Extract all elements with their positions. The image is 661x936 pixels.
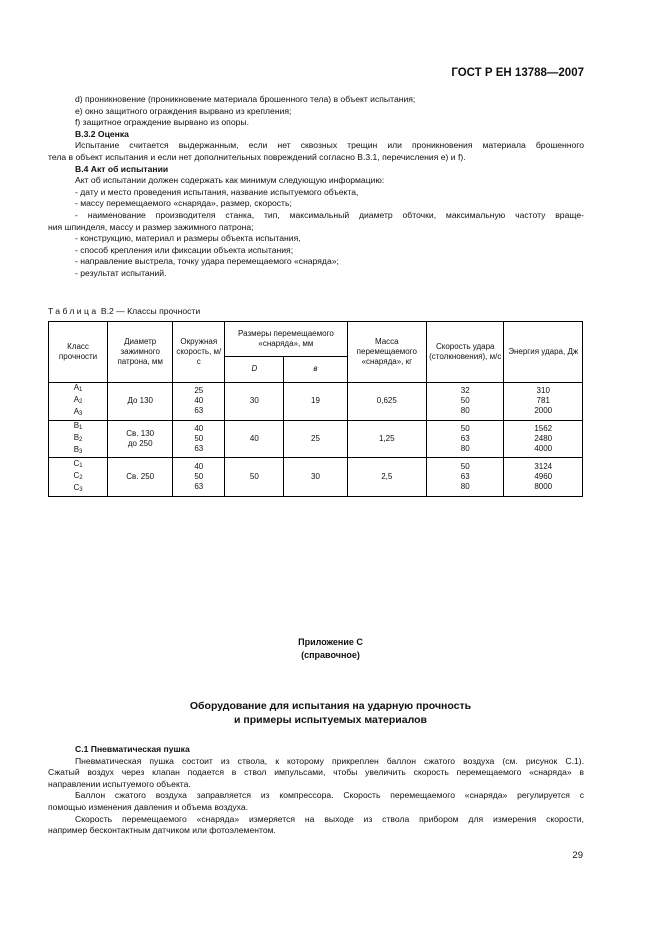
- table-caption: [48, 306, 200, 316]
- paragraph-line: Сжатый воздух через клапан подается в ствол импульсами, чтобы увеличить скорость перемещаемого «снаряда» в: [48, 767, 584, 778]
- cell-energy: 1562 2480 4000: [504, 420, 583, 458]
- paragraph-line: например бесконтактным датчиком или фотоэлементом.: [48, 825, 276, 836]
- list-item: - конструкцию, материал и размеры объекта испытания,: [75, 233, 301, 244]
- header-class: Класс прочности: [49, 322, 108, 383]
- cell-speed: 40 50 63: [173, 458, 225, 497]
- paragraph-line: Пневматическая пушка состоит из ствола, к которому прикреплен баллон сжатого воздуха (см. рисунок С.1).: [75, 755, 584, 766]
- cell-impact: 50 63 80: [427, 420, 504, 458]
- list-item: - способ крепления или фиксации объекта испытания;: [75, 244, 294, 255]
- list-item: - наименование производителя станка, тип, максимальный диаметр обточки, максимальную частоту враще-: [75, 209, 584, 220]
- list-item: - результат испытаний.: [75, 267, 167, 278]
- list-top: [48, 94, 584, 280]
- section-heading-c1: С.1 Пневматическая пушка: [75, 744, 190, 754]
- appendix-title: Приложение С: [298, 637, 363, 647]
- appendix-heading-line2: и примеры испытуемых материалов: [234, 714, 427, 726]
- cell-mass: 0,625: [347, 383, 426, 421]
- header-mass: Масса перемещаемого «снаряда», кг: [347, 322, 426, 383]
- paragraph-line: тела в объект испытания и если нет дополнительных повреждений согласно В.3.1, перечисления e) и f).: [48, 151, 466, 162]
- cell-impact: 32 50 80: [427, 383, 504, 421]
- paragraph-line: Скорость перемещаемого «снаряда» измеряется на выходе из ствола прибором для измерения скорости,: [75, 813, 584, 824]
- table-caption-text: В.2 — Классы прочности: [98, 306, 201, 316]
- cell-b: 25: [284, 420, 347, 458]
- section-heading-b32: В.3.2 Оценка: [75, 128, 129, 139]
- list-item: - дату и место проведения испытания, название испытуемого объекта,: [75, 186, 359, 197]
- header-speed: Окружная скорость, м/с: [173, 322, 225, 383]
- cell-class: $A_1$ $A_2$ $A_3$: [49, 383, 108, 421]
- header-impact-speed: Скорость удара (столкновения), м/с: [427, 322, 504, 383]
- cell-impact: 50 63 80: [427, 458, 504, 497]
- cell-class: $C_1$ $C_2$ $C_3$: [49, 458, 108, 497]
- cell-diameter: До 130: [108, 383, 173, 421]
- header-energy: Энергия удара, Дж: [504, 322, 583, 383]
- header-D: D: [225, 357, 284, 383]
- list-item: - массу перемещаемого «снаряда», размер, скорость;: [75, 198, 292, 209]
- cell-diameter: Св. 250: [108, 458, 173, 497]
- table-row: [49, 458, 583, 497]
- header-b: в: [284, 357, 347, 383]
- cell-energy: 310 781 2000: [504, 383, 583, 421]
- paragraph-line: направлении испытуемого объекта.: [48, 778, 191, 789]
- cell-energy: 3124 4960 8000: [504, 458, 583, 497]
- cell-mass: 1,25: [347, 420, 426, 458]
- paragraph-line: Баллон сжатого воздуха заправляется из компрессора. Скорость перемещаемого «снаряда» регулируется с: [75, 790, 584, 801]
- appendix-subtitle: (справочное): [301, 650, 360, 660]
- cell-D: 30: [225, 383, 284, 421]
- page-number: 29: [572, 850, 583, 861]
- paragraph-line: Испытание считается выдержанным, если нет сквозных трещин или проникновения материала брошенного: [75, 140, 584, 151]
- list-item: e) окно защитного ограждения вырвано из крепления;: [75, 105, 292, 116]
- list-item: f) защитное ограждение вырвано из опоры.: [75, 117, 249, 128]
- cell-D: 50: [225, 458, 284, 497]
- section-c1: [48, 744, 584, 837]
- cell-D: 40: [225, 420, 284, 458]
- cell-b: 19: [284, 383, 347, 421]
- section-heading-b4: В.4 Акт об испытании: [75, 163, 169, 174]
- strength-classes-table: [48, 321, 583, 497]
- cell-class: $B_1$ $B_2$ $B_3$: [49, 420, 108, 458]
- header-dims: Размеры перемещаемого «снаряда», мм: [225, 322, 347, 357]
- document-header: ГОСТ Р ЕН 13788—2007: [451, 67, 584, 79]
- table-caption-prefix: Таблица: [48, 306, 99, 316]
- cell-diameter: Св. 130 до 250: [108, 420, 173, 458]
- header-diameter: Диаметр зажимного патрона, мм: [108, 322, 173, 383]
- cell-speed: 25 40 63: [173, 383, 225, 421]
- list-item-cont: ния шпинделя, массу и размер зажимного патрона;: [48, 221, 254, 232]
- paragraph-line: Акт об испытании должен содержать как минимум следующую информацию:: [75, 175, 385, 186]
- cell-speed: 40 50 63: [173, 420, 225, 458]
- table-row: [49, 420, 583, 458]
- cell-b: 30: [284, 458, 347, 497]
- paragraph-line: помощью изменения давления и объема воздуха.: [48, 801, 248, 812]
- list-item: d) проникновение (проникновение материала брошенного тела) в объект испытания;: [75, 94, 416, 104]
- list-item: - направление выстрела, точку удара перемещаемого «снаряда»;: [75, 256, 339, 267]
- appendix-heading-line1: Оборудование для испытания на ударную прочность: [189, 700, 472, 712]
- cell-mass: 2,5: [347, 458, 426, 497]
- table-row: [49, 383, 583, 421]
